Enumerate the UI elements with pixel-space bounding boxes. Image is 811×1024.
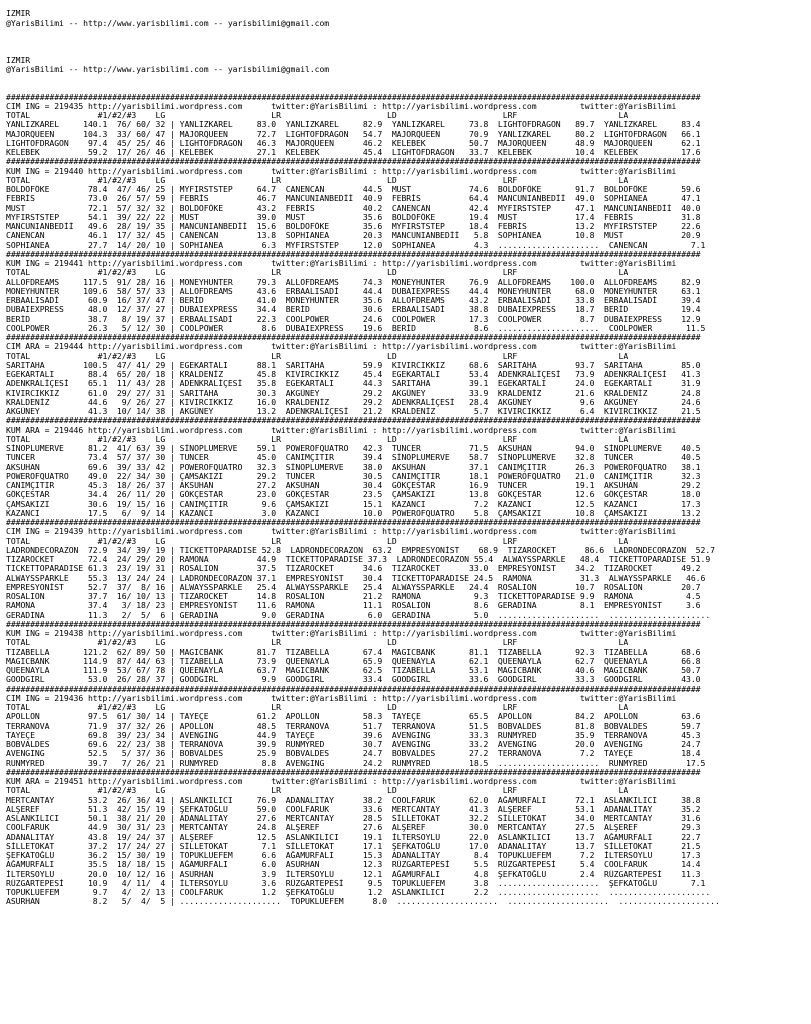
text-line: IZMIR	[6, 55, 31, 65]
text-line: KAZANCI 17.5 6/ 9/ 14 | KAZANCI 3.0 KAZANCI 10.0 POWEROFQUATRO 5.8 ÇAMSAKIZI 10.8 ÇAMSAKIZI 13.2	[6, 508, 701, 518]
text-line: SİLLETOKAT 37.2 17/ 24/ 27 | SİLLETOKAT 7.1 SİLLETOKAT 17.1 ŞEFKATOĞLU 17.0 ADANALITAY 13.7 SİLLETOKAT 21.5	[6, 841, 701, 851]
text-line: CANIMÇITIR 45.3 18/ 26/ 37 | AKSUHAN 27.2 AKSUHAN 30.4 GÖKÇESTAR 16.9 TUNCER 19.1 AKSUHAN 29.2	[6, 481, 701, 490]
text-document	[6, 0, 811, 907]
text-line: CIM ING = 219435 http://yarisbilimi.wordpress.com twitter:@YarisBilimi : http://yarisbilimi.wordpress.com twitter:@YarisBilimi	[6, 101, 677, 111]
text-line: ÇAMSAKIZI 30.6 19/ 15/ 16 | CANIMÇITIR 9.6 ÇAMSAKIZI 15.1 KAZANCI 7.2 KAZANCI 12.5 KAZANCI 17.3	[6, 499, 701, 509]
text-line: CIM ING = 219439 http://yarisbilimi.wordpress.com twitter:@YarisBilimi : http://yarisbilimi.wordpress.com twitter:@YarisBilimi	[6, 527, 677, 537]
text-line	[6, 37, 811, 46]
text-line: MAGICBANK 114.9 87/ 44/ 63 | TIZABELLA 73.9 QUEENAYLA 65.9 QUEENAYLA 62.1 QUEENAYLA 62.7 QUEENAYLA 66.8	[6, 656, 701, 666]
text-line: TOTAL #1/#2/#3 LG LR LD LRF LA	[6, 703, 629, 712]
text-line: CIM ING = 219436 http://yarisbilimi.wordpress.com twitter:@YarisBilimi : http://yarisbilimi.wordpress.com twitter:@YarisBilimi	[6, 693, 677, 703]
text-line: AKGÜNEY 41.3 10/ 14/ 38 | AKGÜNEY 13.2 ADENKRALİÇESİ 21.2 KRALDENİZ 5.7 KIVIRCIKKIZ 6.4 KIVIRCIKKIZ 21.5	[6, 407, 701, 416]
text-line: TICKETTOPARADISE 61.3 23/ 19/ 31 | ROSALION 37.5 TIZAROCKET 34.6 TIZAROCKET 33.0 EMPRESYONİST 34.2 TIZAROCKET 49.2	[6, 564, 701, 574]
text-line: LIGHTOFDRAGON 97.4 45/ 25/ 46 | LIGHTOFDRAGON 46.3 MAJORQUEEN 46.2 KELEBEK 50.7 MAJORQUEEN 48.9 MAJORQUEEN 62.1	[6, 138, 701, 148]
text-line: RÜZGARTEPESİ 10.9 4/ 11/ 4 | İLTERSOYLU 3.6 RÜZGARTEPESİ 9.5 TOPUKLUEFEM 3.8 ..................... ŞEFKATOĞLU 7.1	[6, 878, 706, 888]
separator-line: ################################################################################################################################################	[6, 92, 701, 102]
text-line: ROSALION 37.7 16/ 10/ 13 | TIZAROCKET 14.8 ROSALION 21.2 RAMONA 9.3 TICKETTOPARADISE 9.9 RAMONA 4.5	[6, 592, 701, 601]
text-line: TOTAL #1/#2/#3 LG LR LD LRF LA	[6, 351, 629, 361]
text-line: BOBVALDES 69.6 22/ 23/ 38 | TERRANOVA 39.9 RUNMYRED 30.7 AVENGING 33.2 AVENGING 20.0 AVENGING 24.7	[6, 740, 701, 749]
text-line: ŞEFKATOĞLU 36.2 15/ 30/ 19 | TOPUKLUEFEM 6.6 AĞAMURFALI 15.3 ADANALITAY 8.4 TOPUKLUEFEM 7.2 İLTERSOYLU 17.3	[6, 851, 701, 860]
text-line: KUM ING = 219440 http://yarisbilimi.wordpress.com twitter:@YarisBilimi : http://yarisbilimi.wordpress.com twitter:@YarisBilimi	[6, 166, 677, 176]
text-line: MANCUNIANBEDİİ 49.6 28/ 19/ 35 | MANCUNIANBEDİİ 15.6 BOLDOFÖKE 35.6 MYFIRSTSTEP 18.4 FEBRİS 13.2 MYFIRSTSTEP 22.6	[6, 222, 701, 231]
text-line: TOTAL #1/#2/#3 LG LR LD LRF LA	[6, 268, 629, 278]
text-line: RAMONA 37.4 3/ 18/ 23 | EMPRESYONİST 11.6 RAMONA 11.1 ROSALION 8.6 GERADINA 8.1 EMPRESYONİST 3.6	[6, 601, 701, 611]
text-line: GÖKÇESTAR 34.4 26/ 11/ 20 | GÖKÇESTAR 23.0 GÖKÇESTAR 23.5 ÇAMSAKIZI 13.8 GÖKÇESTAR 12.6 GÖKÇESTAR 18.0	[6, 490, 701, 500]
text-line: TOTAL #1/#2/#3 LG LR LD LRF LA	[6, 536, 629, 546]
text-line: SOPHIANEA 27.7 14/ 20/ 10 | SOPHIANEA 6.3 MYFIRSTSTEP 12.0 SOPHIANEA 4.3 ..................... CANENCAN 7.1	[6, 240, 706, 250]
separator-line: ################################################################################################################################################	[6, 333, 701, 342]
text-line: TUNCER 73.4 57/ 37/ 30 | TUNCER 45.0 CANIMÇITIR 39.4 SİNOPLUMERVE 58.7 SİNOPLUMERVE 32.8 TUNCER 40.5	[6, 453, 701, 463]
text-line: EGEKARTALI 88.4 65/ 20/ 18 | KRALDENİZ 45.8 KIVIRCIKKIZ 45.4 EGEKARTALI 53.4 ADENKRALİÇESİ 73.9 ADENKRALİÇESİ 41.3	[6, 370, 701, 379]
text-line: CANENCAN 46.1 17/ 32/ 45 | CANENCAN 13.8 SOPHIANEA 20.3 MANCUNIANBEDİİ 5.8 SOPHIANEA 10.8 MUST 20.9	[6, 231, 701, 241]
text-line: FEBRİS 73.0 26/ 57/ 59 | FEBRİS 46.7 MANCUNIANBEDİİ 40.9 FEBRİS 64.4 MANCUNIANBEDİİ 49.0 SOPHIANEA 47.1	[6, 194, 701, 204]
text-line: RUNMYRED 39.7 7/ 26/ 21 | RUNMYRED 8.8 AVENGING 24.2 RUNMYRED 18.5 ..................... RUNMYRED 17.5	[6, 758, 706, 768]
text-line: @YarisBilimi -- http://www.yarisbilimi.com -- yarisbilimi@gmail.com	[6, 64, 330, 74]
text-line: MONEYHUNTER 109.6 58/ 57/ 33 | ALLOFDREAMS 43.6 ERBAALISADİ 44.4 DUBAIEXPRESS 44.4 MONEYHUNTER 68.0 MONEYHUNTER 63.1	[6, 286, 701, 296]
text-line: ASLANKILICI 50.1 38/ 21/ 20 | ADANALITAY 27.6 MERTCANTAY 28.5 SİLLETOKAT 32.2 SİLLETOKAT 34.0 MERTCANTAY 31.6	[6, 814, 701, 823]
text-line: TOPUKLUEFEM 9.7 4/ 2/ 13 | COOLFARUK 1.2 ŞEFKATOĞLU 1.2 ASLANKILICI 2.2 ..................... .....................	[6, 888, 711, 897]
text-line: ADANALITAY 43.8 19/ 24/ 37 | ALŞEREF 12.5 ASLANKILICI 19.1 İLTERSOYLU 22.0 ASLANKILICI 13.7 AĞAMURFALI 22.7	[6, 832, 701, 842]
text-line: TOTAL #1/#2/#3 LG LR LD LRF LA	[6, 434, 629, 444]
text-line: MYFIRSTSTEP 54.1 39/ 22/ 22 | MUST 39.0 MUST 35.6 BOLDOFÖKE 19.4 MUST 17.4 FEBRİS 31.8	[6, 212, 701, 222]
text-line	[6, 74, 811, 83]
separator-line: ################################################################################################################################################	[6, 249, 701, 259]
text-line: LADRONDECORAZON 72.9 34/ 39/ 19 | TICKETTOPARADISE 52.8 LADRONDECORAZON 63.2 EMPRESYONİST 68.9 TIZAROCKET 86.6 LADRONDECORAZON 52.7	[6, 545, 715, 555]
text-line: KUM ING = 219441 http://yarisbilimi.wordpress.com twitter:@YarisBilimi : http://yarisbilimi.wordpress.com twitter:@YarisBilimi	[6, 259, 677, 268]
text-line: KUM ARA = 219446 http://yarisbilimi.wordpress.com twitter:@YarisBilimi : http://yarisbilimi.wordpress.com twitter:@YarisBilimi	[6, 425, 677, 435]
text-line: CIM ARA = 219444 http://yarisbilimi.wordpress.com twitter:@YarisBilimi : http://yarisbilimi.wordpress.com twitter:@YarisBilimi	[6, 342, 677, 352]
separator-line: ################################################################################################################################################	[6, 518, 701, 527]
text-line: KIVIRCIKKIZ 61.0 29/ 27/ 31 | SARITAHA 30.3 AKGÜNEY 29.2 AKGÜNEY 33.9 KRALDENİZ 21.6 KRALDENİZ 24.8	[6, 388, 701, 398]
text-line: İLTERSOYLU 20.0 10/ 12/ 16 | ASURHAN 3.9 İLTERSOYLU 12.1 AĞAMURFALI 4.8 ŞEFKATOĞLU 2.4 RÜZGARTEPESİ 11.3	[6, 869, 701, 879]
text-line: TOTAL #1/#2/#3 LG LR LD LRF LA	[6, 638, 629, 648]
text-line: COOLPOWER 26.3 5/ 12/ 30 | COOLPOWER 8.6 DUBAIEXPRESS 19.6 BERİD 8.6 ..................... COOLPOWER 11.5	[6, 323, 706, 333]
separator-line: ################################################################################################################################################	[6, 767, 701, 777]
text-line: ALŞEREF 51.3 42/ 15/ 19 | ŞEFKATOĞLU 59.0 COOLFARUK 33.6 MERTCANTAY 41.3 ALŞEREF 53.1 ADANALITAY 35.2	[6, 804, 701, 814]
text-line: YANLIZKAREL 140.1 76/ 60/ 32 | YANLIZKAREL 83.0 YANLIZKAREL 82.9 YANLIZKAREL 73.8 LIGHTOFDRAGON 89.7 YANLIZKAREL 83.4	[6, 120, 701, 130]
separator-line: ################################################################################################################################################	[6, 416, 701, 426]
text-line: AKSUHAN 69.6 39/ 33/ 42 | POWEROFQUATRO 32.3 SİNOPLUMERVE 38.0 AKSUHAN 37.1 CANIMÇITIR 26.3 POWEROFQUATRO 38.1	[6, 462, 701, 472]
text-line: MUST 72.1 57/ 32/ 32 | BOLDOFÖKE 43.2 FEBRİS 40.2 CANENCAN 42.4 MYFIRSTSTEP 47.1 MANCUNIANBEDİİ 40.0	[6, 203, 701, 213]
separator-line: ################################################################################################################################################	[6, 157, 701, 167]
text-line: ALLOFDREAMS 117.5 91/ 28/ 16 | MONEYHUNTER 79.3 ALLOFDREAMS 74.3 MONEYHUNTER 76.9 ALLOFDREAMS 100.0 ALLOFDREAMS 82.9	[6, 277, 701, 287]
text-line: SARITAHA 100.5 47/ 41/ 29 | EGEKARTALI 88.1 SARITAHA 59.9 KIVIRCIKKIZ 68.6 SARITAHA 93.7 SARITAHA 85.0	[6, 360, 701, 370]
text-line: KRALDENİZ 44.6 9/ 26/ 27 | KIVIRCIKKIZ 16.0 KRALDENİZ 29.2 ADENKRALİÇESİ 28.4 AKGÜNEY 9.6 AKGÜNEY 24.6	[6, 397, 701, 407]
text-line	[6, 0, 811, 9]
text-line: GOODGIRL 53.0 26/ 28/ 37 | GOODGIRL 9.9 GOODGIRL 33.4 GOODGIRL 33.6 GOODGIRL 33.3 GOODGIRL 43.0	[6, 675, 701, 685]
text-line: COOLFARUK 44.9 30/ 31/ 23 | MERTCANTAY 24.8 ALŞEREF 27.6 ALŞEREF 30.0 MERTCANTAY 27.5 ALŞEREF 29.3	[6, 823, 701, 833]
text-line: ASURHAN 8.2 5/ 4/ 5 | ..................... TOPUKLUEFEM 8.0 ..................... ..................... .....................	[6, 897, 720, 907]
text-line	[6, 46, 811, 55]
text-line: IZMIR	[6, 9, 31, 19]
text-line: AĞAMURFALI 35.5 18/ 18/ 15 | AĞAMURFALI 6.0 ASURHAN 12.3 RÜZGARTEPESİ 5.5 RÜZGARTEPESİ 5.4 COOLFARUK 14.4	[6, 860, 701, 870]
text-line	[6, 83, 811, 92]
text-line: TIZABELLA 121.2 62/ 89/ 50 | MAGICBANK 81.7 TIZABELLA 67.4 MAGICBANK 81.1 TIZABELLA 92.3 TIZABELLA 68.6	[6, 647, 701, 657]
text-line: TOTAL #1/#2/#3 LG LR LD LRF LA	[6, 111, 629, 120]
separator-line: ################################################################################################################################################	[6, 619, 701, 629]
text-line: KELEBEK 59.2 17/ 26/ 46 | KELEBEK 27.1 KELEBEK 45.4 LIGHTOFDRAGON 33.7 KELEBEK 10.4 KELEBEK 17.6	[6, 148, 701, 157]
text-line: ALWAYSSPARKLE 55.3 13/ 24/ 24 | LADRONDECORAZON 37.1 EMPRESYONİST 30.4 TICKETTOPARADISE 24.5 RAMONA 31.3 ALWAYSSPARKLE 46.6	[6, 573, 706, 583]
text-line: TAYEÇE 69.8 39/ 23/ 34 | AVENGING 44.9 TAYEÇE 39.6 AVENGING 33.3 RUNMYRED 35.9 TERRANOVA 45.3	[6, 730, 701, 740]
separator-line: ################################################################################################################################################	[6, 684, 701, 694]
text-line: KUM ARA = 219451 http://yarisbilimi.wordpress.com twitter:@YarisBilimi : http://yarisbilimi.wordpress.com twitter:@YarisBilimi	[6, 777, 677, 786]
text-line: SİNOPLUMERVE 81.2 41/ 63/ 39 | SİNOPLUMERVE 59.1 POWEROFQUATRO 42.3 TUNCER 71.5 AKSUHAN 94.0 SİNOPLUMERVE 40.5	[6, 444, 701, 453]
text-line: BERİD 38.7 8/ 19/ 37 | ERBAALISADİ 22.3 COOLPOWER 24.6 COOLPOWER 17.3 COOLPOWER 8.7 DUBAIEXPRESS 12.9	[6, 314, 701, 324]
text-line: TOTAL #1/#2/#3 LG LR LD LRF LA	[6, 786, 629, 796]
text-line: TIZAROCKET 72.4 24/ 29/ 20 | RAMONA 44.9 TICKETTOPARADISE 37.3 LADRONDECORAZON 55.4 ALWAYSSPARKLE 48.4 TICKETTOPARADISE 51.9	[6, 555, 711, 564]
text-line: POWEROFQUATRO 49.0 22/ 34/ 30 | ÇAMSAKIZI 29.2 TUNCER 30.5 CANIMÇITIR 18.1 POWEROFQUATRO 21.0 CANIMÇITIR 32.3	[6, 471, 701, 481]
text-line: BOLDOFÖKE 78.4 47/ 46/ 25 | MYFIRSTSTEP 64.7 CANENCAN 44.5 MUST 74.6 BOLDOFÖKE 91.7 BOLDOFÖKE 59.6	[6, 185, 701, 194]
text-line: APOLLON 97.5 61/ 30/ 14 | TAYEÇE 61.2 APOLLON 58.3 TAYEÇE 65.5 APOLLON 84.2 APOLLON 63.6	[6, 712, 701, 722]
text-line: AVENGING 52.5 5/ 37/ 36 | BOBVALDES 25.9 BOBVALDES 24.7 BOBVALDES 27.2 TERRANOVA 7.2 TAYEÇE 18.4	[6, 749, 701, 759]
text-line: GERADINA 11.3 2/ 5/ 6 | GERADINA 9.0 GERADINA 6.0 GERADINA 5.0 ..................... .....................	[6, 610, 711, 620]
text-line: TERRANOVA 71.9 37/ 32/ 26 | APOLLON 48.5 TERRANOVA 51.7 TERRANOVA 51.5 BOBVALDES 81.8 BOBVALDES 59.7	[6, 721, 701, 731]
text-line	[6, 28, 811, 37]
text-line: ERBAALISADİ 60.9 16/ 37/ 47 | BERİD 41.0 MONEYHUNTER 35.6 ALLOFDREAMS 43.2 ERBAALISADİ 33.8 ERBAALISADİ 39.4	[6, 296, 701, 305]
text-line: MERTCANTAY 53.2 26/ 36/ 41 | ASLANKILICI 76.9 ADANALITAY 38.2 COOLFARUK 62.0 AĞAMURFALI 72.1 ASLANKILICI 38.8	[6, 795, 701, 805]
text-line: ADENKRALİÇESİ 65.1 11/ 43/ 28 | ADENKRALİÇESİ 35.8 EGEKARTALI 44.3 SARITAHA 39.1 EGEKARTALI 24.0 EGEKARTALI 31.9	[6, 379, 701, 389]
text-line: KUM ING = 219438 http://yarisbilimi.wordpress.com twitter:@YarisBilimi : http://yarisbilimi.wordpress.com twitter:@YarisBilimi	[6, 629, 677, 638]
text-line: QUEENAYLA 111.9 53/ 67/ 78 | QUEENAYLA 63.7 MAGICBANK 62.5 TIZABELLA 53.1 MAGICBANK 40.6 MAGICBANK 50.7	[6, 666, 701, 675]
text-line: TOTAL #1/#2/#3 LG LR LD LRF LA	[6, 175, 629, 185]
text-line: DUBAIEXPRESS 48.0 12/ 37/ 27 | DUBAIEXPRESS 34.4 BERİD 30.6 ERBAALISADİ 38.8 DUBAIEXPRESS 18.7 BERİD 19.4	[6, 305, 701, 315]
text-line: @YarisBilimi -- http://www.yarisbilimi.com -- yarisbilimi@gmail.com	[6, 18, 330, 28]
text-line: EMPRESYONİST 52.7 37/ 8/ 16 | ALWAYSSPARKLE 25.4 ALWAYSSPARKLE 25.4 ALWAYSSPARKLE 24.4 ROSALION 10.7 ROSALION 20.7	[6, 582, 701, 592]
text-line: MAJORQUEEN 104.3 33/ 60/ 47 | MAJORQUEEN 72.7 LIGHTOFDRAGON 54.7 MAJORQUEEN 70.9 YANLIZKAREL 80.2 LIGHTOFDRAGON 66.1	[6, 129, 701, 139]
